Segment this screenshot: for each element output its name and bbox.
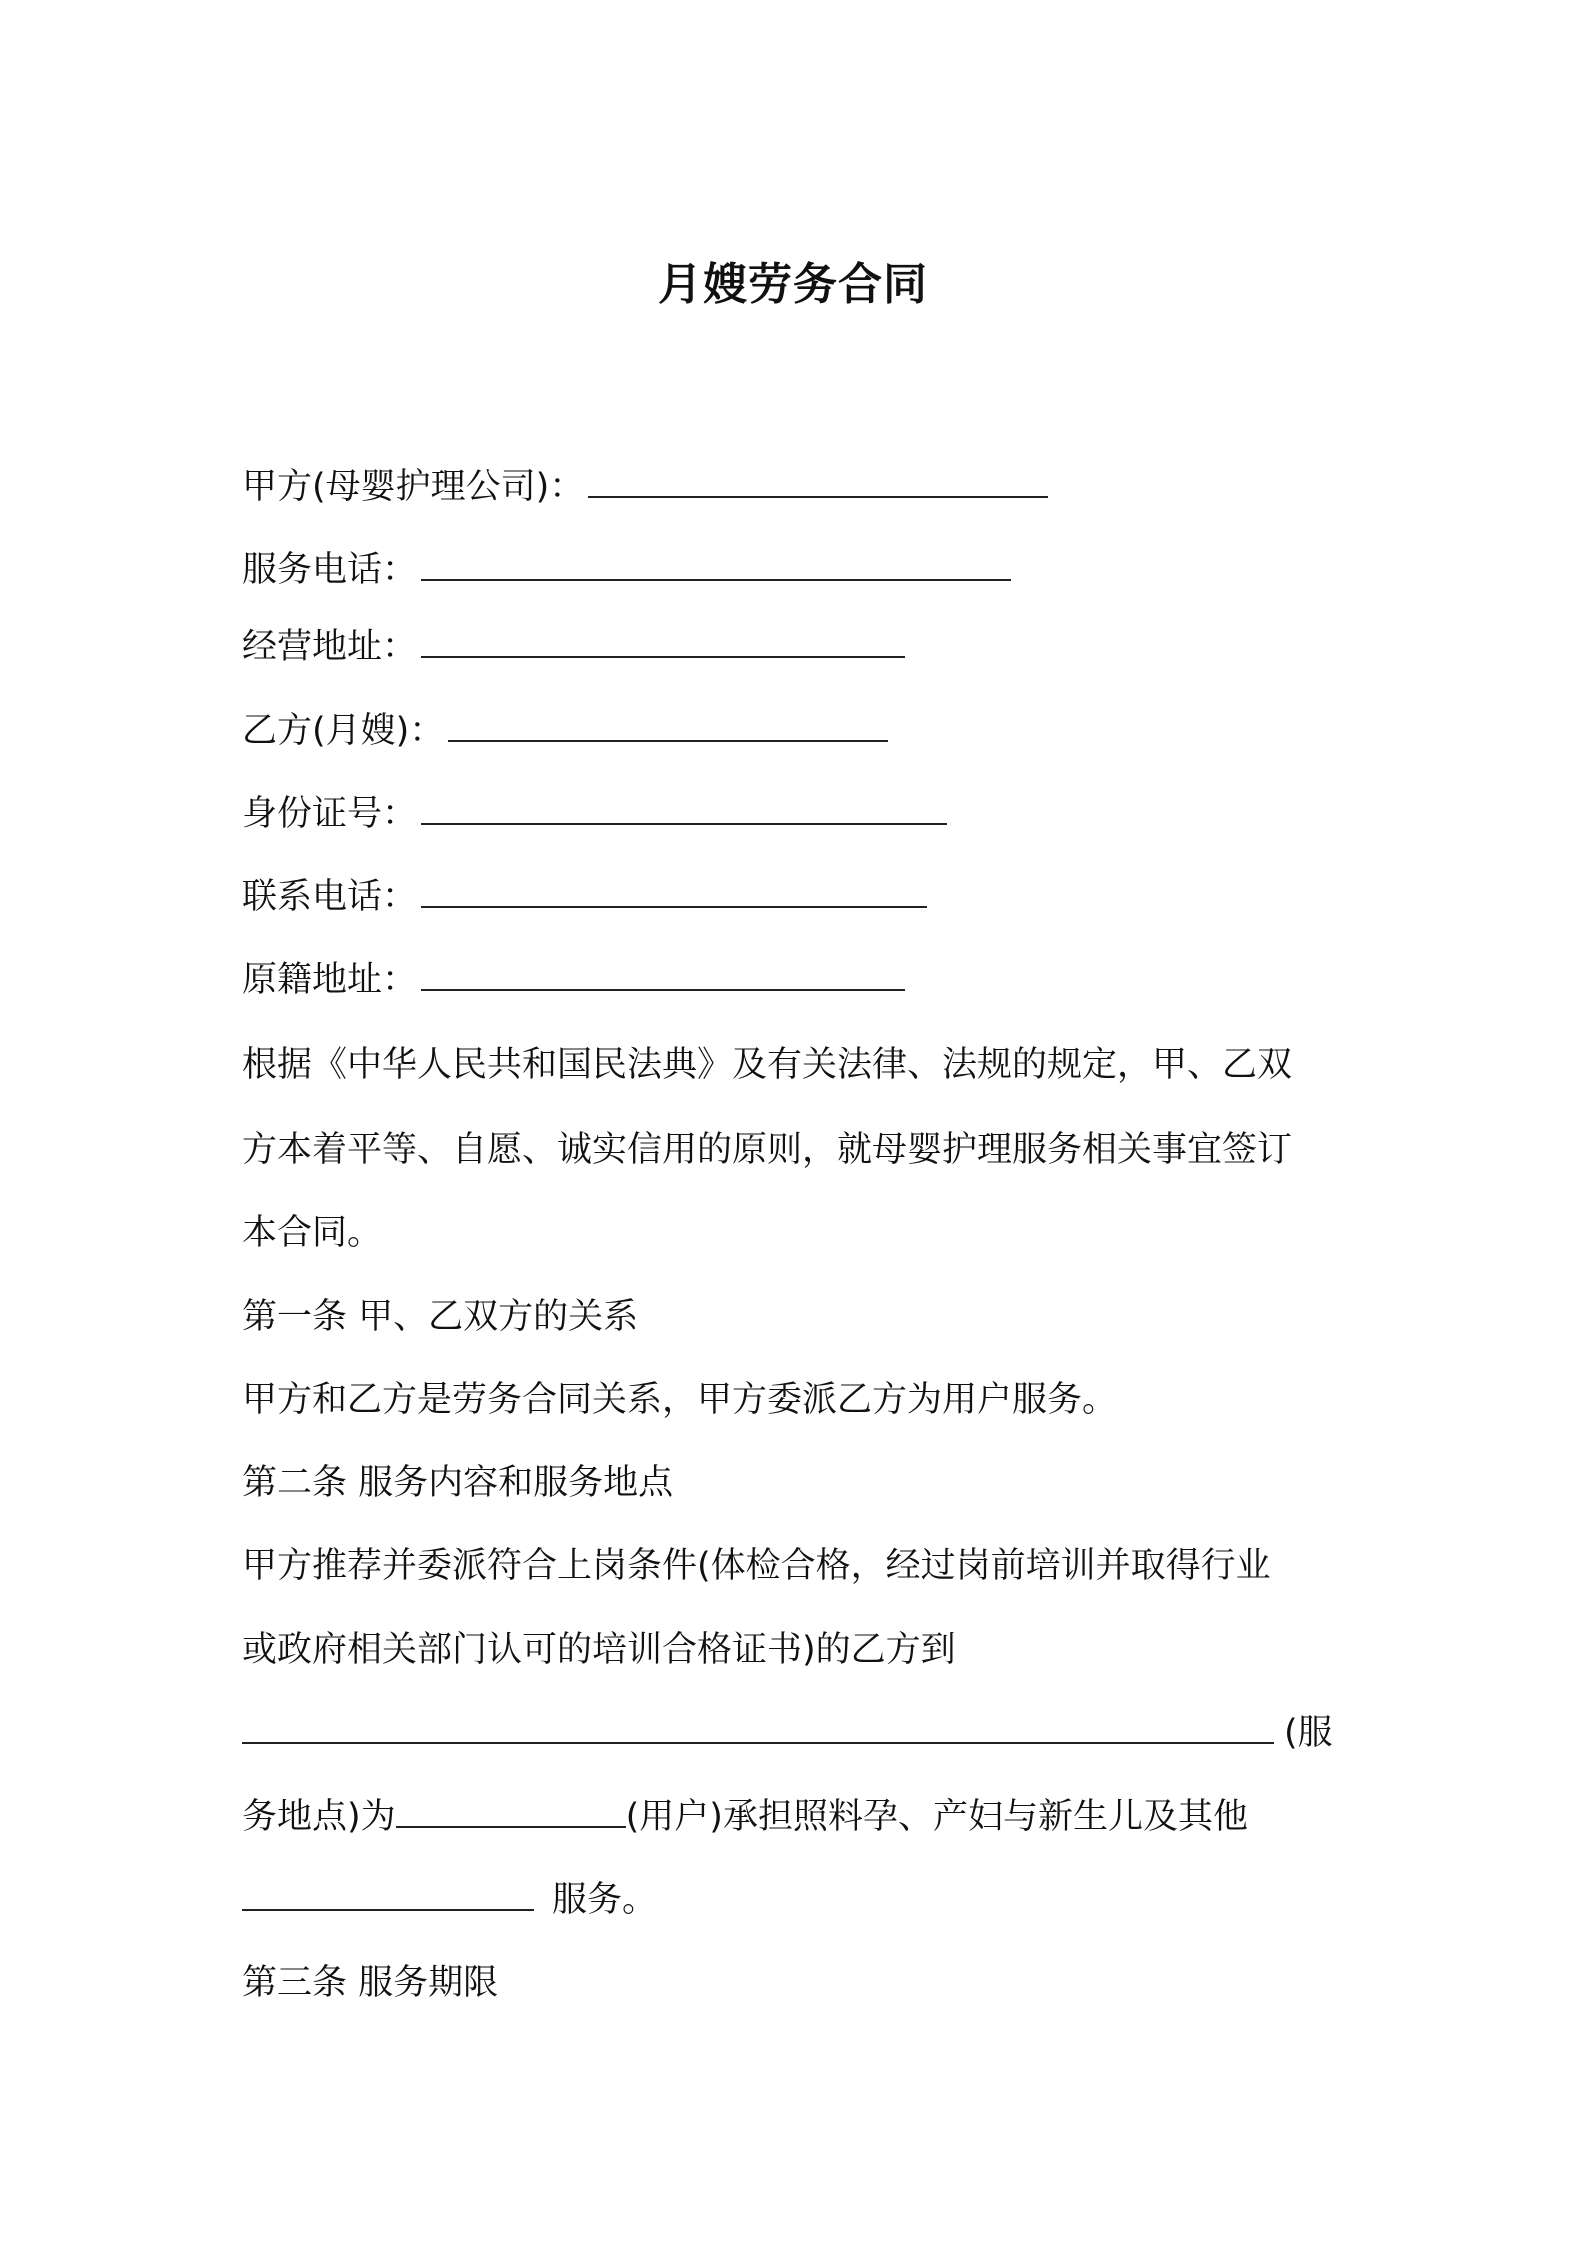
field-label: 甲方(母婴护理公司)： [242,467,585,507]
customer-blank[interactable] [396,1796,626,1828]
field-native-address [242,955,905,1005]
document-title: 月嫂劳务合同 [658,259,928,310]
service-location-prefix: 务地点)为 [242,1797,396,1837]
field-party-b [242,706,888,756]
field-label: 联系电话： [242,877,418,917]
article-2-line-4 [242,1792,1248,1842]
preamble-line-1: 根据《中华人民共和国民法典》及有关法律、法规的规定，甲、乙双 [242,1045,1293,1085]
field-label: 服务电话： [242,550,418,590]
field-service-phone [242,545,1011,595]
fill-blank[interactable] [588,466,1048,498]
other-services-blank[interactable] [242,1879,534,1911]
article-2-line-3 [242,1708,1333,1758]
field-contact-phone [242,872,927,922]
service-location-suffix: (服 [1284,1713,1333,1753]
fill-blank[interactable] [421,626,905,658]
customer-suffix: (用户)承担照料孕、产妇与新生儿及其他 [625,1797,1248,1837]
service-location-blank[interactable] [242,1712,1274,1744]
fill-blank[interactable] [421,876,927,908]
field-label: 原籍地址： [242,960,418,1000]
fill-blank[interactable] [421,549,1011,581]
preamble-line-2: 方本着平等、自愿、诚实信用的原则，就母婴护理服务相关事宜签订 [242,1130,1293,1170]
article-2-line-1: 甲方推荐并委派符合上岗条件(体检合格，经过岗前培训并取得行业 [242,1546,1271,1586]
field-party-a [242,462,1048,512]
article-3-heading: 第三条 服务期限 [242,1963,499,2003]
article-1-heading: 第一条 甲、乙双方的关系 [242,1297,639,1337]
fill-blank[interactable] [421,959,905,991]
field-label: 经营地址： [242,627,418,667]
field-id-number [242,789,947,839]
preamble-line-3: 本合同。 [242,1213,383,1253]
article-2-line-2: 或政府相关部门认可的培训合格证书)的乙方到 [242,1630,956,1670]
fill-blank[interactable] [448,710,888,742]
article-2-line-5 [242,1875,657,1925]
article-1-body: 甲方和乙方是劳务合同关系，甲方委派乙方为用户服务。 [242,1380,1118,1420]
field-label: 乙方(月嫂)： [242,711,445,751]
field-business-address [242,622,905,672]
field-label: 身份证号： [242,794,418,834]
other-services-suffix: 服务。 [552,1880,658,1920]
article-2-heading: 第二条 服务内容和服务地点 [242,1463,674,1503]
fill-blank[interactable] [421,793,947,825]
